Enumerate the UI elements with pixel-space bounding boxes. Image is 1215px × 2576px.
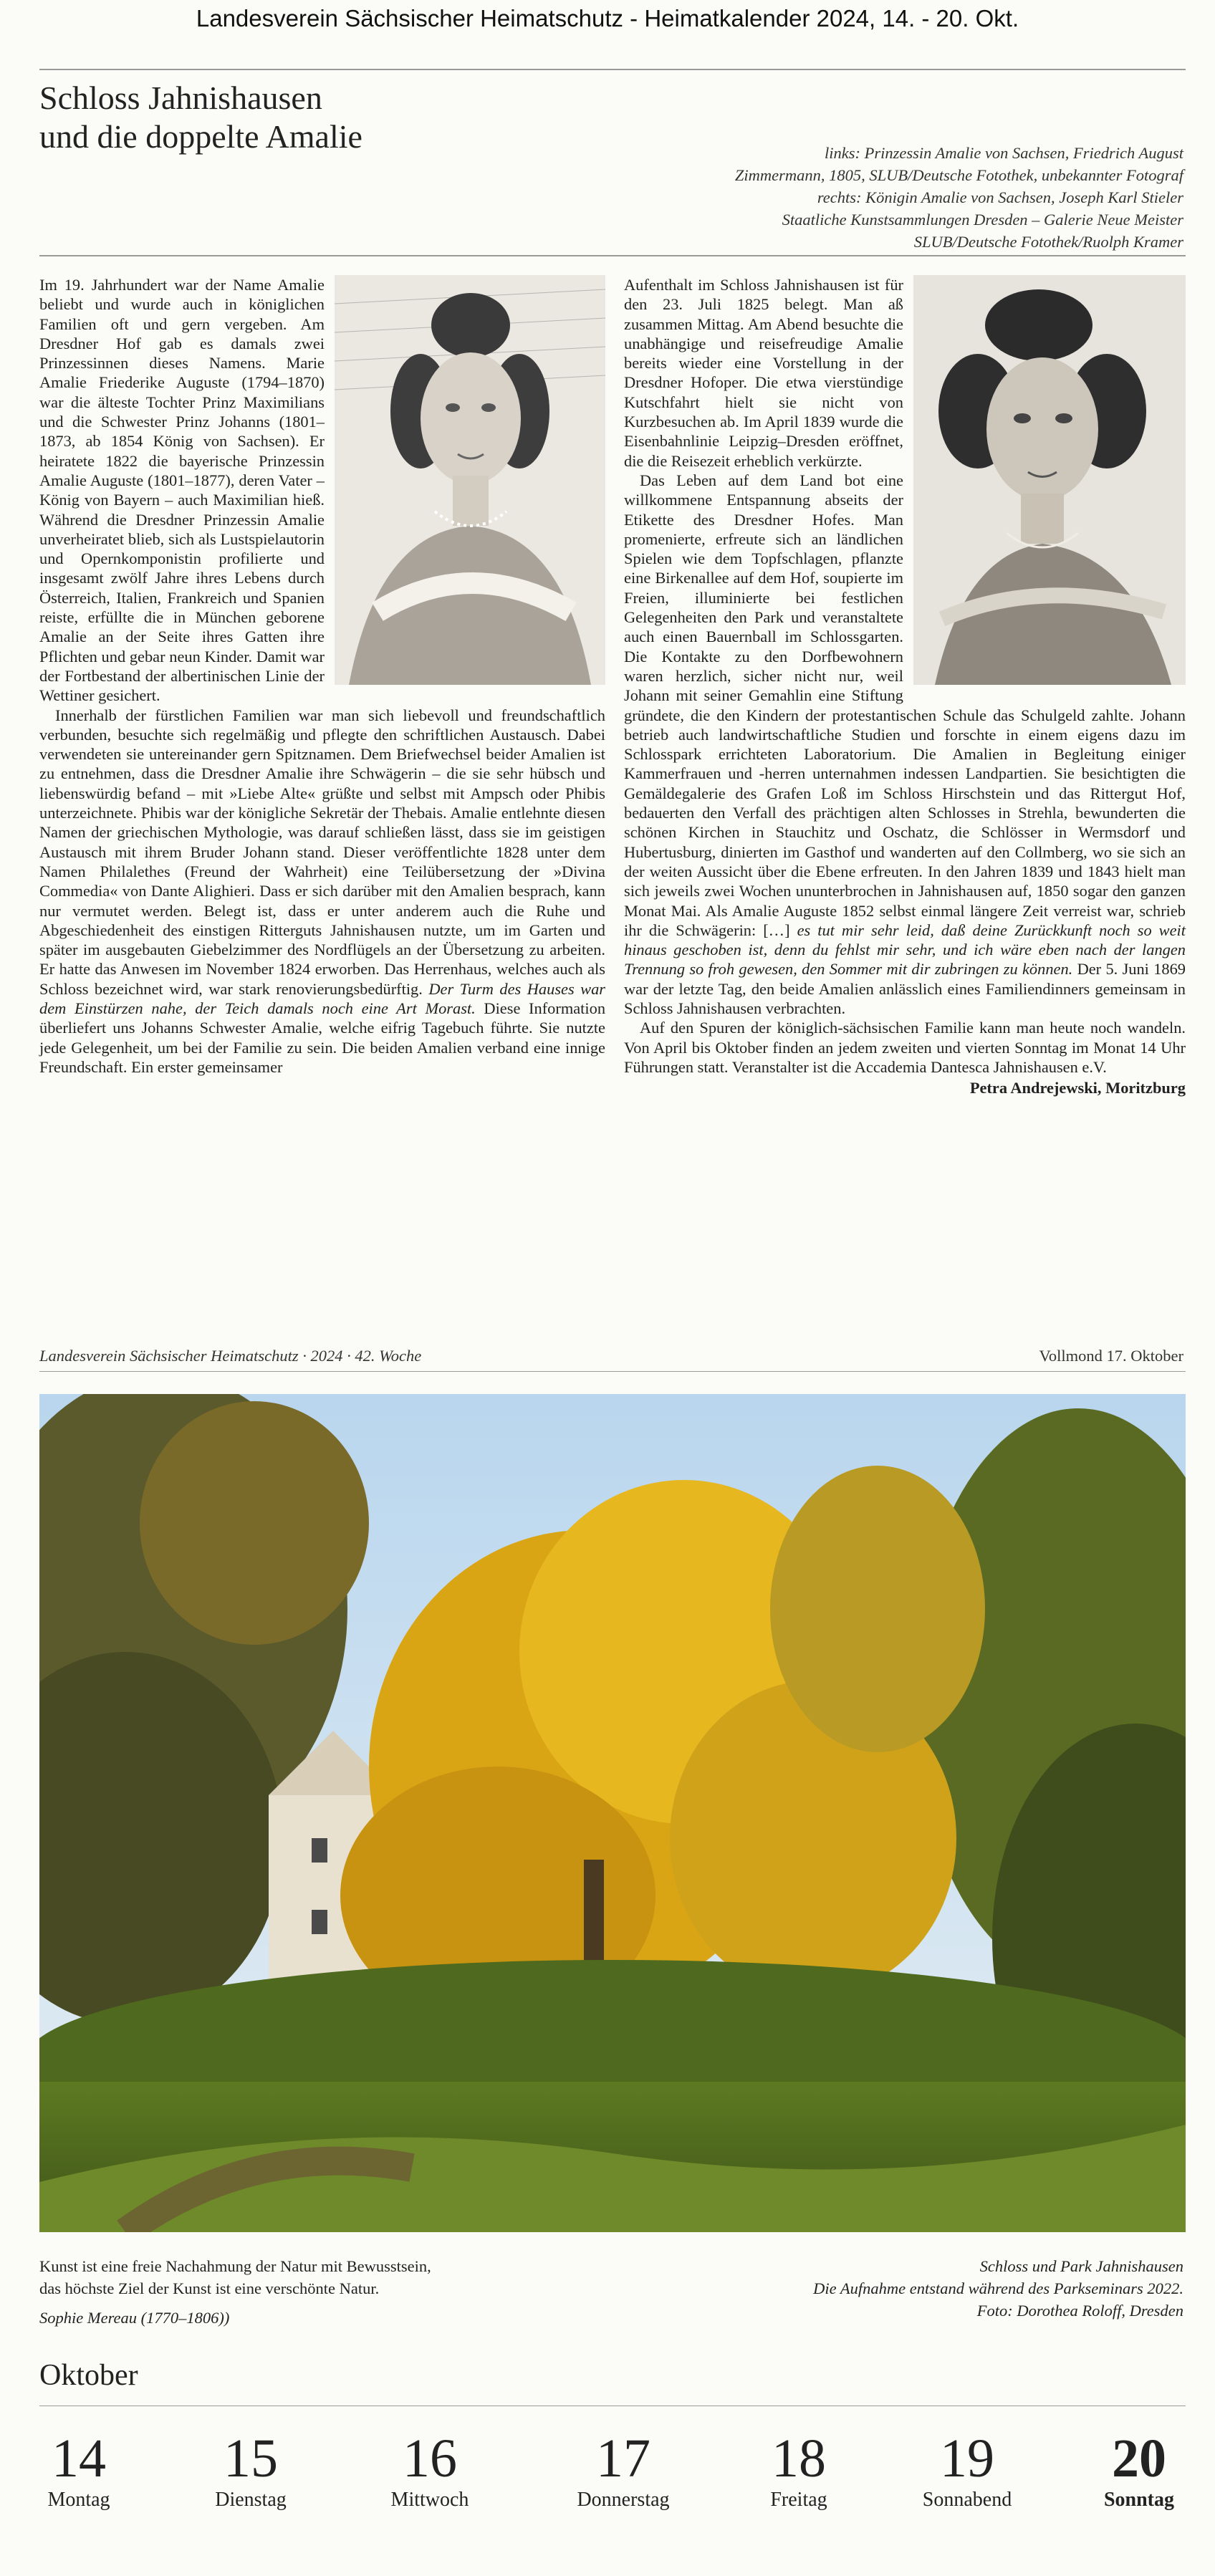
paragraph: Aufenthalt im Schloss Jahnishausen ist für den 23. Juli 1825 belegt. Man aß zusammen Mittag. Am Abend besuchte die unabhängige und reisefreudige Amalie bereits wieder eine Vorstellung in der Dresdner Hofoper. Die etwa vierstündige Kutschfahrt hielt sie nicht von Kurzbesuchen ab. Im April 1839 wurde die Eisenbahnlinie Leipzig–Dresden eröffnet, die die Reisezeit erheblich verkürzte.: [624, 276, 903, 470]
day-number: 16: [403, 2428, 457, 2489]
title-line-1: Schloss Jahnishausen: [39, 80, 322, 116]
text-run: Das Leben auf dem Land bot eine willkommene Entspannung abseits der Etikette des Dresdner Hofes. Man promenierte, erfreute sich an ländlichen Spielen wie dem Topfschlagen, pflanzte eine Birkenallee auf dem Hof, soupierte im Freien, illuminierte bei festlichen Gelegenheiten den Park und veranstaltete auch einen Bauernball im Schlossgarten. Die Kontakte zu den Dorfbewohnern waren herzlich, sicher nicht nur, weil Johann mit seiner Gemahlin eine Stiftung gründete, die den Kindern der protestantischen Schule das Schulgeld zahlte. Johann betrieb auch landwirtschaftliche Studien und forschte in einem eigens dazu im Schlosspark errichteten Laboratorium. Die Amalien in Begleitung einiger Kammerfrauen und -herren unternahmen indessen Landpartien. Sie besichtigten die Gemäldegalerie des Grafen Loß im Schloss Hirschstein und das Rittergut Hof, bedauerten den Verfall des prächtigen alten Schlosses in Strehla, bewunderten die schönen Kirchen in Stauchitz und Oschatz, die Schlösser in Wermsdorf und Hubertusburg, dinierten im Gasthof und wanderten auf den Collmberg, wo sie sich an der weiten Aussicht über die Ebene erfreuten. In den Jahren 1839 und 1843 hielt man sich jeweils zwei Wochen ununterbrochen in Jahnishausen auf, 1850 sogar den ganzen Monat Mai. Als Amalie Auguste 1852 selbst einmal längere Zeit verreist war, schrieb ihr die Schwägerin: […]: [624, 471, 1186, 939]
day-tuesday: [190, 2430, 312, 2512]
article-author: Petra Andrejewski, Moritzburg: [969, 1079, 1186, 1097]
quote-block: [39, 2255, 431, 2329]
day-name: Dienstag: [215, 2489, 287, 2511]
credit-line: Zimmermann, 1805, SLUB/Deutsche Fotothek, unbekannter Fotograf: [734, 166, 1183, 184]
day-number: 20: [1112, 2428, 1166, 2489]
day-name: Freitag: [770, 2489, 827, 2511]
quote-line: das höchste Ziel der Kunst ist eine verschönte Natur.: [39, 2279, 380, 2297]
day-number: 19: [940, 2428, 994, 2489]
credit-line: SLUB/Deutsche Fotothek/Ruolph Kramer: [913, 233, 1183, 251]
divider: [39, 69, 1186, 70]
day-name: Montag: [47, 2489, 110, 2511]
day-saturday: [899, 2430, 1035, 2512]
day-number: 18: [772, 2428, 826, 2489]
image-credits: [539, 142, 1183, 253]
day-number: 15: [224, 2428, 278, 2489]
paragraph: Auf den Spuren der königlich-sächsischen Familie kann man heute noch wandeln. Von April bis Oktober finden an jedem zweiten und vierten Sonntag im Monat 14 Uhr Führungen statt. Veranstalter ist die Accademia Dantesca Jahnishausen e.V.: [624, 1019, 1186, 1076]
photo-caption: [596, 2255, 1183, 2322]
calendar-week-label: Landesverein Sächsischer Heimatschutz · 2024 · 42. Woche: [39, 1347, 422, 1365]
portrait-queen-amalie: [913, 275, 1186, 685]
day-wednesday: [365, 2430, 494, 2512]
full-moon-note: Vollmond 17. Oktober: [1039, 1347, 1183, 1365]
day-sunday: [1085, 2430, 1193, 2512]
article-right-column: [624, 275, 1186, 1097]
day-name: Mittwoch: [390, 2489, 469, 2511]
divider: [39, 1371, 1186, 1372]
quote-author: Sophie Mereau (1770–1806)): [39, 2309, 230, 2327]
month-label: Oktober: [39, 2359, 138, 2392]
portrait-princess-amalie: [335, 275, 605, 685]
quoted-italic-text: Der Turm des Hauses war dem Einstürzen nahe, der Teich damals noch eine Art Morast.: [39, 979, 606, 1017]
day-thursday: [552, 2430, 695, 2512]
credit-line: Staatliche Kunstsammlungen Dresden – Galerie Neue Meister: [782, 211, 1183, 229]
day-number: 17: [596, 2428, 650, 2489]
caption-line: Foto: Dorothea Roloff, Dresden: [976, 2302, 1183, 2320]
text-run: Diese Information überliefert uns Johanns Schwester Amalie, welche eifrig Tagebuch führte. Sie nutzte jede Gelegenheit, um bei der Familie zu sein. Die beiden Amalien verband eine innige Freundschaft. Ein erster gemeinsamer: [39, 999, 606, 1076]
caption-line: Die Aufnahme entstand während des Parkseminars 2022.: [813, 2279, 1183, 2297]
paragraph: [39, 706, 605, 1077]
calendar-banner: Landesverein Sächsischer Heimatschutz - Heimatkalender 2024, 14. - 20. Okt.: [196, 5, 1019, 32]
caption-line: Schloss und Park Jahnishausen: [979, 2257, 1183, 2275]
title-line-2: und die doppelte Amalie: [39, 118, 362, 155]
article-title: [39, 79, 362, 156]
quote-line: Kunst ist eine freie Nachahmung der Natur mit Bewusstsein,: [39, 2257, 431, 2275]
day-friday: [745, 2430, 853, 2512]
credit-line: links: Prinzessin Amalie von Sachsen, Friedrich August: [825, 144, 1183, 162]
castle-park-photo: [39, 1394, 1186, 2232]
day-name: Sonntag: [1103, 2489, 1175, 2511]
author-line: [624, 1078, 1186, 1097]
paragraph: Im 19. Jahrhundert war der Name Amalie beliebt und wurde auch in königlichen Familien oft und gern vergeben. Am Dresdner Hof gab es damals zwei Prinzessinnen dieses Namens. Marie Amalie Friederike Auguste (1794–1870) war die älteste Tochter Prinz Maximilians und die Schwester Prinz Johanns (1801–1873, ab 1854 König von Sachsen). Er heiratete 1822 die bayerische Prinzessin Amalie Auguste (1801–1877), deren Vater – König von Bayern – auch Maximilian hieß. Während die Dresdner Prinzessin Amalie unverheiratet blieb, sich als Lustspielautorin und Opernkomponistin profilierte und insgesamt zwölf Jahre ihres Lebens durch Österreich, Italien, Frankreich und Spanien reiste, erfüllte die in München geborene Amalie an der Seite ihres Gatten ihre Pflichten und gebar neun Kinder. Damit war der Fortbestand der albertinischen Linie der Wettiner gesichert.: [39, 276, 325, 705]
quoted-italic-text: es tut mir sehr leid, daß deine Zurückkunft noch so weit hinaus geschoben ist, denn du fehlst mir sehr, und ich wäre eben nach der langen Trennung so froh gewesen, den Sommer mit dir zubringen zu können.: [624, 921, 1186, 979]
day-monday: [32, 2430, 125, 2512]
article-left-column: [39, 275, 605, 1077]
divider: [39, 255, 1186, 256]
text-run: Innerhalb der fürstlichen Familien war man sich liebevoll und freundschaftlich verbunden, besuchte sich regelmäßig und pflegte den schriftlichen Austausch. Dabei verwendeten sie untereinander gern Spitznamen. Dem Briefwechsel beider Amalien ist zu entnehmen, dass die Dresdner Amalie ihre Schwägerin – die sie sehr hübsch und liebenswürdig befand – mit »Liebe Alte« grüßte und selbst mit Ampsch oder Phibis unterzeichnete. Phibis war der königliche Sekretär der Thebais. Amalie entlehnte diesen Namen der griechischen Mythologie, was darauf schließen lässt, dass sie im geistigen Austausch mit ihrem Bruder Johann stand. Dieser veröffentlichte 1828 unter dem Namen Philalethes (Freund der Wahrheit) eine Teilübersetzung der »Divina Commedia« von Dante Alighieri. Dass er sich darüber mit den Amalien besprach, kann nur vermutet werden. Belegt ist, dass er unter anderem auch die Ruhe und Abgeschiedenheit des einstigen Ritterguts Jahnishausen nutzte, um im Garten und später im ausgebauten Giebelzimmer des Nordflügels an der Übersetzung zu arbeiten. Er hatte das Anwesen im November 1824 erworben. Das Herrenhaus, welches auch als Schloss bezeichnet wird, war stark renovierungsbedürftig.: [39, 706, 605, 998]
credit-line: rechts: Königin Amalie von Sachsen, Joseph Karl Stieler: [817, 188, 1183, 206]
text-run: Der 5. Juni 1869 war der letzte Tag, den beide Amalien anlässlich eines Familiendinners gemeinsam in Schloss Jahnishausen verbrachten.: [624, 960, 1186, 1017]
day-number: 14: [52, 2428, 106, 2489]
day-name: Sonnabend: [922, 2489, 1012, 2511]
day-name: Donnerstag: [577, 2489, 670, 2511]
